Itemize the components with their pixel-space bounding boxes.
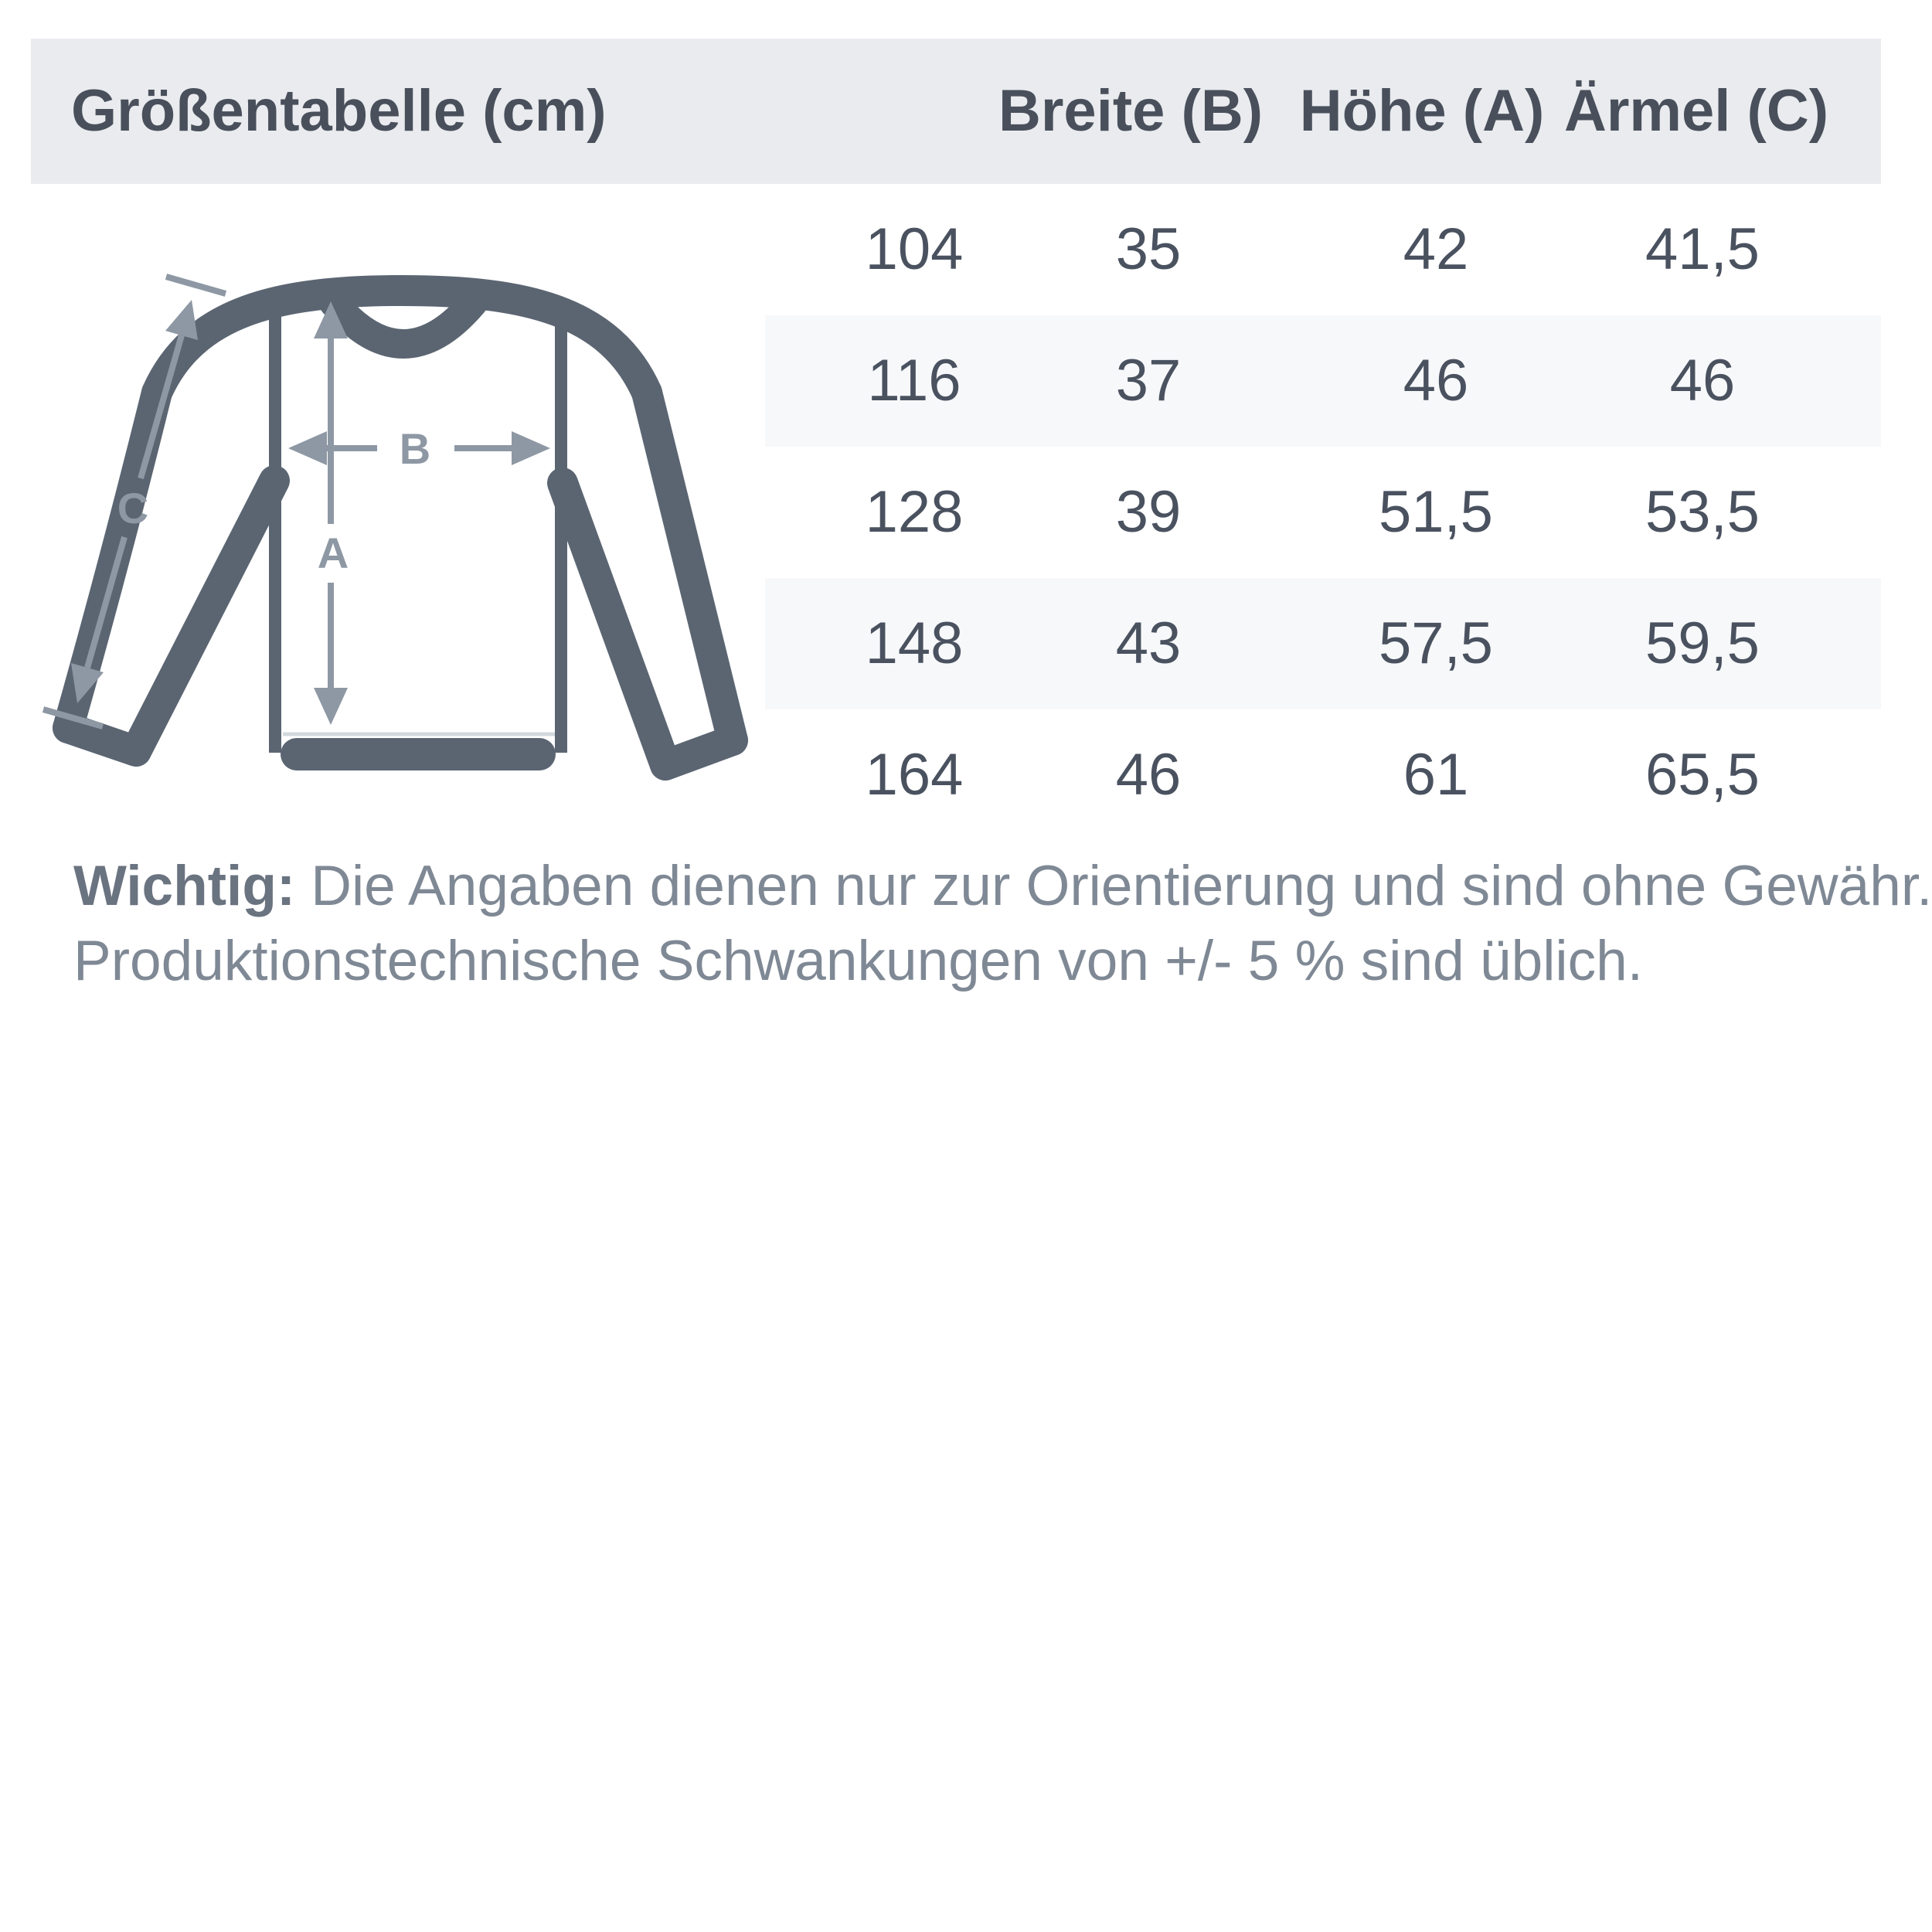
cell-breite: 37	[1115, 348, 1182, 413]
disclaimer-note	[73, 849, 1932, 998]
note-line-2	[73, 923, 1866, 998]
col-header-aermel: Ärmel (C)	[1563, 78, 1829, 144]
shirt-measurement-diagram	[31, 216, 773, 835]
table-row	[765, 315, 1881, 447]
cell-aermel: 46	[1669, 348, 1736, 413]
table-row	[765, 447, 1881, 578]
note-text-1: Die Angaben dienen nur zur Orientierung und sind ohne Gewähr.	[311, 855, 1932, 917]
table-row	[765, 184, 1881, 315]
cell-hoehe: 42	[1403, 216, 1469, 282]
table-row	[765, 578, 1881, 709]
note-prefix: Wichtig:	[73, 855, 296, 917]
cell-aermel: 65,5	[1645, 742, 1760, 808]
label-b: B	[399, 424, 431, 473]
cell-breite: 43	[1115, 611, 1182, 676]
page-title: Größentabelle (cm)	[71, 78, 607, 144]
cell-size: 104	[865, 216, 964, 282]
table-row	[765, 709, 1881, 841]
cell-hoehe: 46	[1403, 348, 1469, 413]
cell-breite: 46	[1115, 742, 1182, 808]
label-c: C	[117, 484, 149, 532]
table-header-row	[31, 39, 1881, 184]
col-header-breite: Breite (B)	[998, 78, 1264, 144]
col-header-hoehe: Höhe (A)	[1299, 78, 1545, 144]
measure-arrow-a	[314, 301, 348, 725]
cell-hoehe: 51,5	[1379, 479, 1493, 545]
note-text-2: Produktionstechnische Schwankungen von +/- 5 % sind üblich.	[73, 930, 1644, 992]
cell-size: 164	[865, 742, 964, 808]
cell-size: 128	[865, 479, 964, 545]
cell-hoehe: 61	[1403, 742, 1469, 808]
cell-hoehe: 57,5	[1379, 611, 1493, 676]
note-line-1	[73, 849, 1932, 923]
cell-aermel: 41,5	[1645, 216, 1760, 282]
cell-aermel: 59,5	[1645, 611, 1760, 676]
cell-breite: 39	[1115, 479, 1182, 545]
cell-size: 148	[865, 611, 964, 676]
longsleeve-shirt-icon	[31, 216, 773, 835]
cell-aermel: 53,5	[1645, 479, 1760, 545]
label-a: A	[317, 529, 349, 577]
cell-size: 116	[867, 348, 961, 413]
cell-breite: 35	[1115, 216, 1182, 282]
